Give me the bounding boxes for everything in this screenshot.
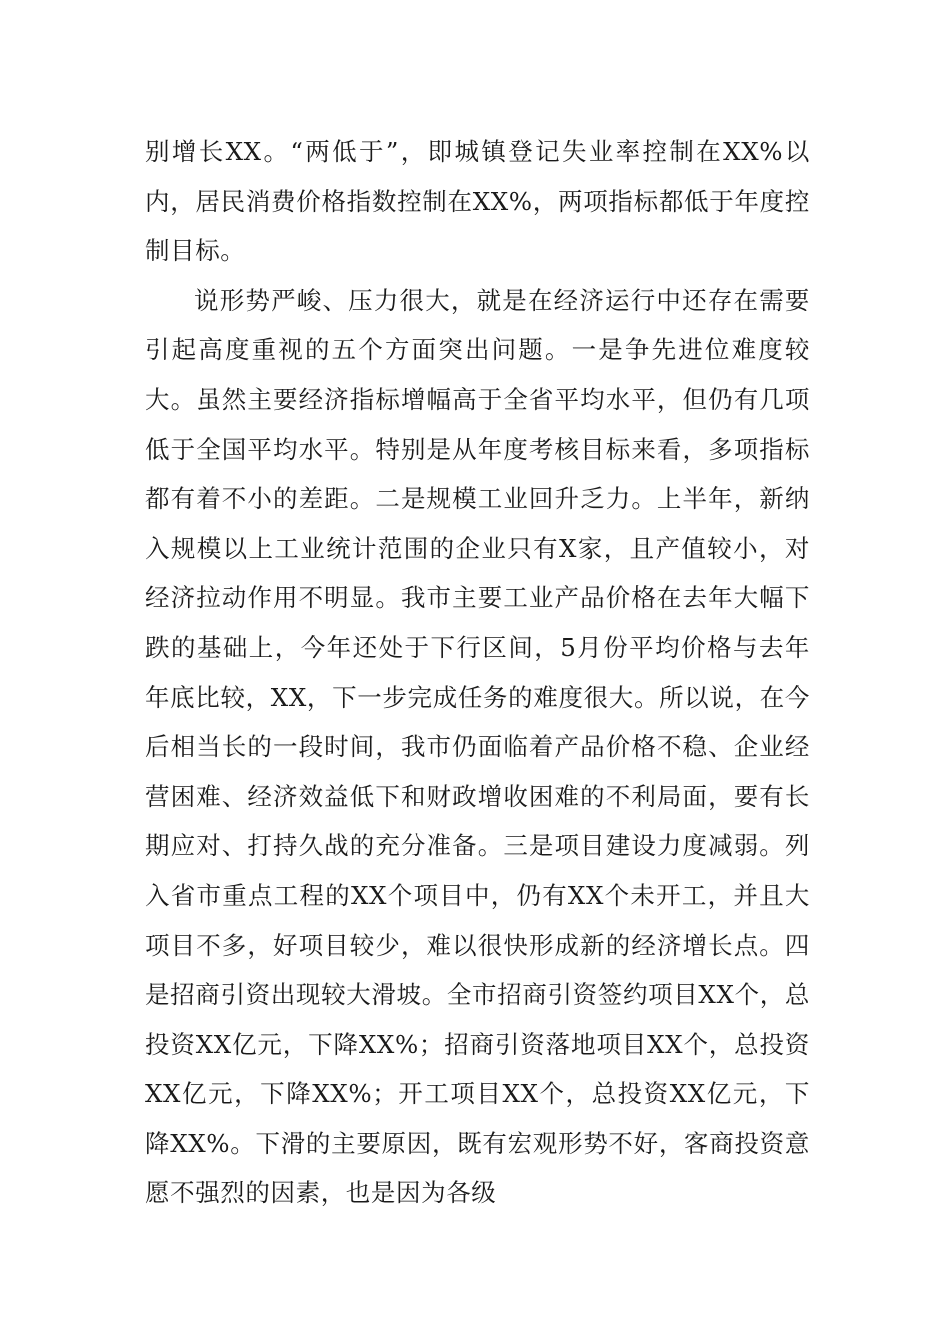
document-page bbox=[145, 127, 810, 1218]
paragraph-problems: 说形势严峻、压力很大，就是在经济运行中还存在需要引起高度重视的五个方面突出问题。一是争先进位难度较大。虽然主要经济指标增幅高于全省平均水平，但仍有几项低于全国平均水平。特别是从年度考核目标来看，多项指标都有着不小的差距。二是规模工业回升乏力。上半年，新纳入规模以上工业统计范围的企业只有X家，且产值较小，对经济拉动作用不明显。我市主要工业产品价格在去年大幅下跌的基础上，今年还处于下行区间，5月份平均价格与去年年底比较，XX，下一步完成任务的难度很大。所以说，在今后相当长的一段时间，我市仍面临着产品价格不稳、企业经营困难、经济效益低下和财政增收困难的不利局面，要有长期应对、打持久战的充分准备。三是项目建设力度减弱。列入省市重点工程的XX个项目中，仍有XX个未开工，并且大项目不多，好项目较少，难以很快形成新的经济增长点。四是招商引资出现较大滑坡。全市招商引资签约项目XX个，总投资XX亿元，下降XX%；招商引资落地项目XX个，总投资XX亿元，下降XX%；开工项目XX个，总投资XX亿元，下降XX%。下滑的主要原因，既有宏观形势不好，客商投资意愿不强烈的因素，也是因为各级 bbox=[145, 285, 810, 1208]
paragraph-continuation: 别增长XX。“两低于”，即城镇登记失业率控制在XX%以内，居民消费价格指数控制在XX%，两项指标都低于年度控制目标。 bbox=[145, 137, 810, 266]
